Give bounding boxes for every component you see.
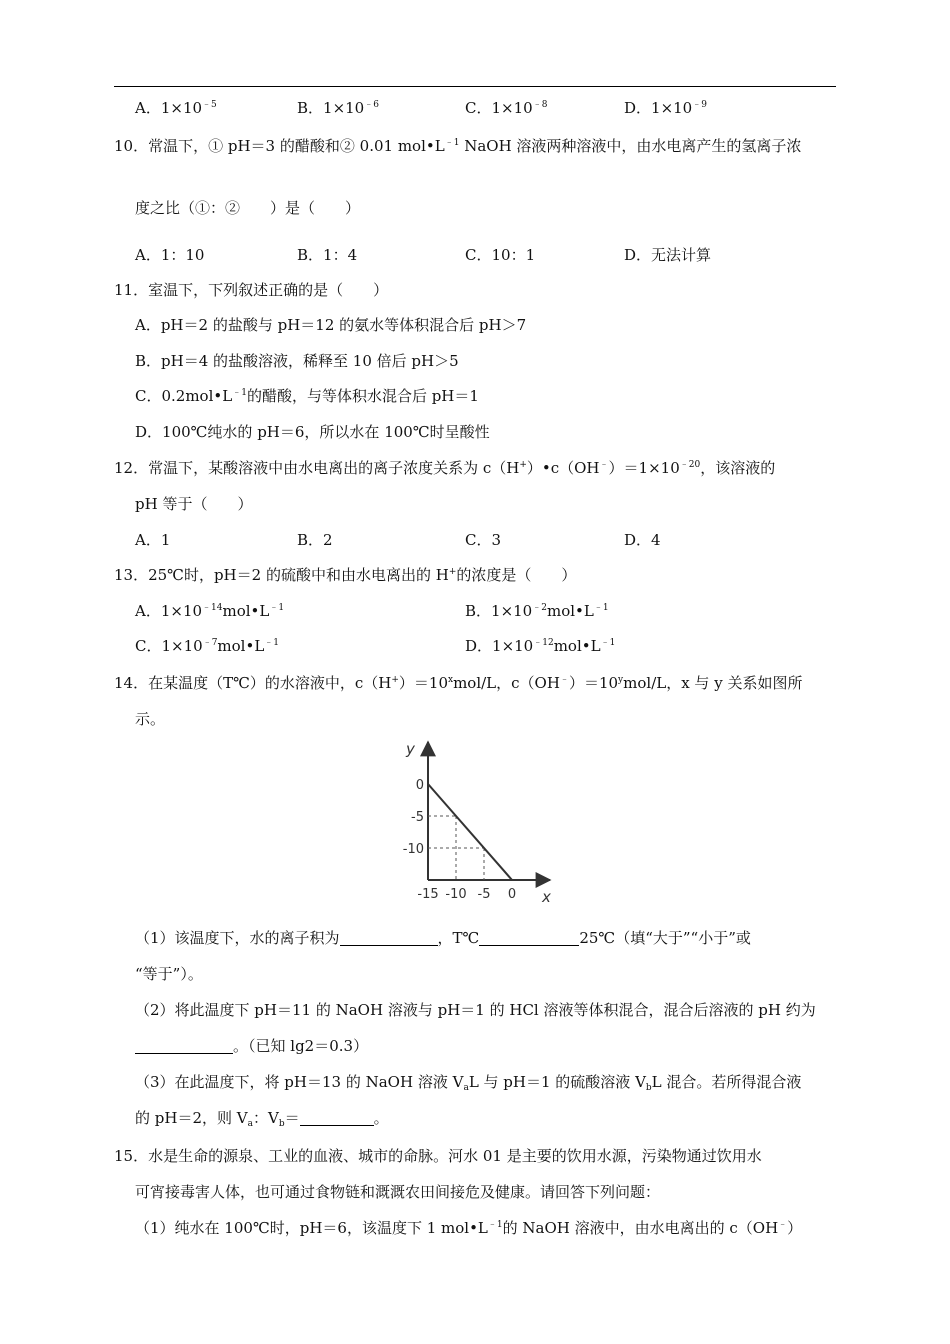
q14-part3-line2: 的 pH＝2，则 $V_a$：$V_b=$ 。 (135, 1109, 389, 1129)
series-line (428, 784, 512, 880)
q10-stem: 10．常温下，① pH＝3 的醋酸和② 0.01 $mol•L^{﹣1}$ NaOH 溶液两种溶液中，由水电离产生的氢离子浓 (114, 137, 802, 155)
y-tick-label: 0 (415, 778, 424, 793)
q12-option-b: B．2 (297, 531, 333, 549)
x-tick-label: -15 (417, 887, 439, 902)
q13-option-c: C．$1\times 10^{﹣7}mol•L^{﹣1}$ (135, 637, 280, 655)
q14-part2-line2: 。（已知 lg2＝0.3） (135, 1036, 368, 1056)
q12-option-a: A．1 (135, 531, 171, 549)
q12-option-d: D．4 (624, 531, 661, 549)
answer-blank-temperature-compare[interactable] (479, 930, 579, 946)
q14-part2: （2）将此温度下 pH＝11 的 NaOH 溶液与 pH＝1 的 HCl 溶液等体积混合，混合后溶液的 pH 约为 (135, 1001, 816, 1019)
y-tick-label: -5 (411, 810, 424, 825)
header-rule (114, 86, 836, 87)
q13-option-d: D．$1\times 10^{﹣12}mol•L^{﹣1}$ (465, 637, 616, 655)
answer-blank-ph[interactable] (135, 1038, 233, 1054)
y-tick-label: -10 (402, 842, 424, 857)
q13-option-a: A．$1\times 10^{﹣14}mol•L^{﹣1}$ (135, 602, 285, 620)
q9-option-a: A．$1\times 10^{﹣5}$ (135, 99, 217, 117)
q10-option-c: C．10：1 (465, 246, 536, 264)
answer-blank-ion-product[interactable] (340, 930, 438, 946)
q11-option-c: C．$0.2mol•L^{﹣1}$的醋酸，与等体积水混合后 pH＝1 (135, 387, 479, 405)
q11-stem: 11．室温下，下列叙述正确的是（ ） (114, 281, 389, 299)
q12-stem: 12．常温下，某酸溶液中由水电离出的离子浓度关系为 $c(H^+)•c(OH^﹣)=1\times 10^{﹣20}$，该溶液的 (114, 459, 776, 477)
q14-part3: （3）在此温度下，将 pH＝13 的 NaOH 溶液 $V_aL$ 与 pH＝1 的硫酸溶液 $V_bL$ 混合。若所得混合液 (135, 1073, 802, 1093)
y-axis-label: y (406, 740, 415, 758)
q14-stem-line2: 示。 (135, 710, 166, 728)
q10-option-d: D．无法计算 (624, 246, 712, 264)
q13-option-b: B．$1\times 10^{﹣2}mol•L^{﹣1}$ (465, 602, 609, 620)
q13-stem: 13．25℃时，pH＝2 的硫酸中和由水电离出的 H+的浓度是（ ） (114, 566, 577, 584)
xy-relationship-graph (400, 736, 560, 906)
q11-option-a: A．pH＝2 的盐酸与 pH＝12 的氨水等体积混合后 pH＞7 (135, 316, 527, 334)
q11-option-b: B．pH＝4 的盐酸溶液，稀释至 10 倍后 pH＞5 (135, 352, 459, 370)
x-tick-label: 0 (507, 887, 517, 902)
q14-part1: （1）该温度下，水的离子积为 ，T℃ 25℃（填“大于”“小于”或 (135, 929, 751, 947)
x-tick-label: -5 (477, 887, 491, 902)
q12-option-c: C．3 (465, 531, 502, 549)
q10-option-a: A．1：10 (135, 246, 205, 264)
q12-stem-line2: pH 等于（ ） (135, 495, 253, 513)
q10-option-b: B．1：4 (297, 246, 358, 264)
q9-option-b: B．$1\times 10^{﹣6}$ (297, 99, 379, 117)
x-axis-label: x (542, 888, 551, 906)
q15-stem-line2: 可宵接毒害人体，也可通过食物链和溉溉农田间接危及健康。请回答下列问题： (135, 1183, 661, 1201)
x-tick-label: -10 (445, 887, 467, 902)
q15-stem: 15．水是生命的源泉、工业的血液、城市的命脉。河水 01 是主要的饮用水源，污染物通过饮用水 (114, 1147, 762, 1165)
q15-part1: （1）纯水在 100℃时，pH＝6，该温度下 1 $mol•L^{﹣1}$的 NaOH 溶液中，由水电离出的 c（OH﹣） (135, 1219, 803, 1237)
q10-stem-line2: 度之比（①：② ）是（ ） (135, 199, 361, 217)
q11-option-d: D．100℃纯水的 pH＝6，所以水在 100℃时呈酸性 (135, 423, 490, 441)
q14-stem: 14．在某温度（T℃）的水溶液中，$c(H^+)=10^xmol/L$，$c(OH^﹣)=10^ymol/L$，x 与 y 关系如图所 (114, 674, 803, 692)
q9-option-c: C．$1\times 10^{﹣8}$ (465, 99, 548, 117)
answer-blank-volume-ratio[interactable] (300, 1110, 374, 1126)
q14-part1-line2: “等于”）。 (135, 965, 203, 983)
q9-option-d: D．$1\times 10^{﹣9}$ (624, 99, 707, 117)
